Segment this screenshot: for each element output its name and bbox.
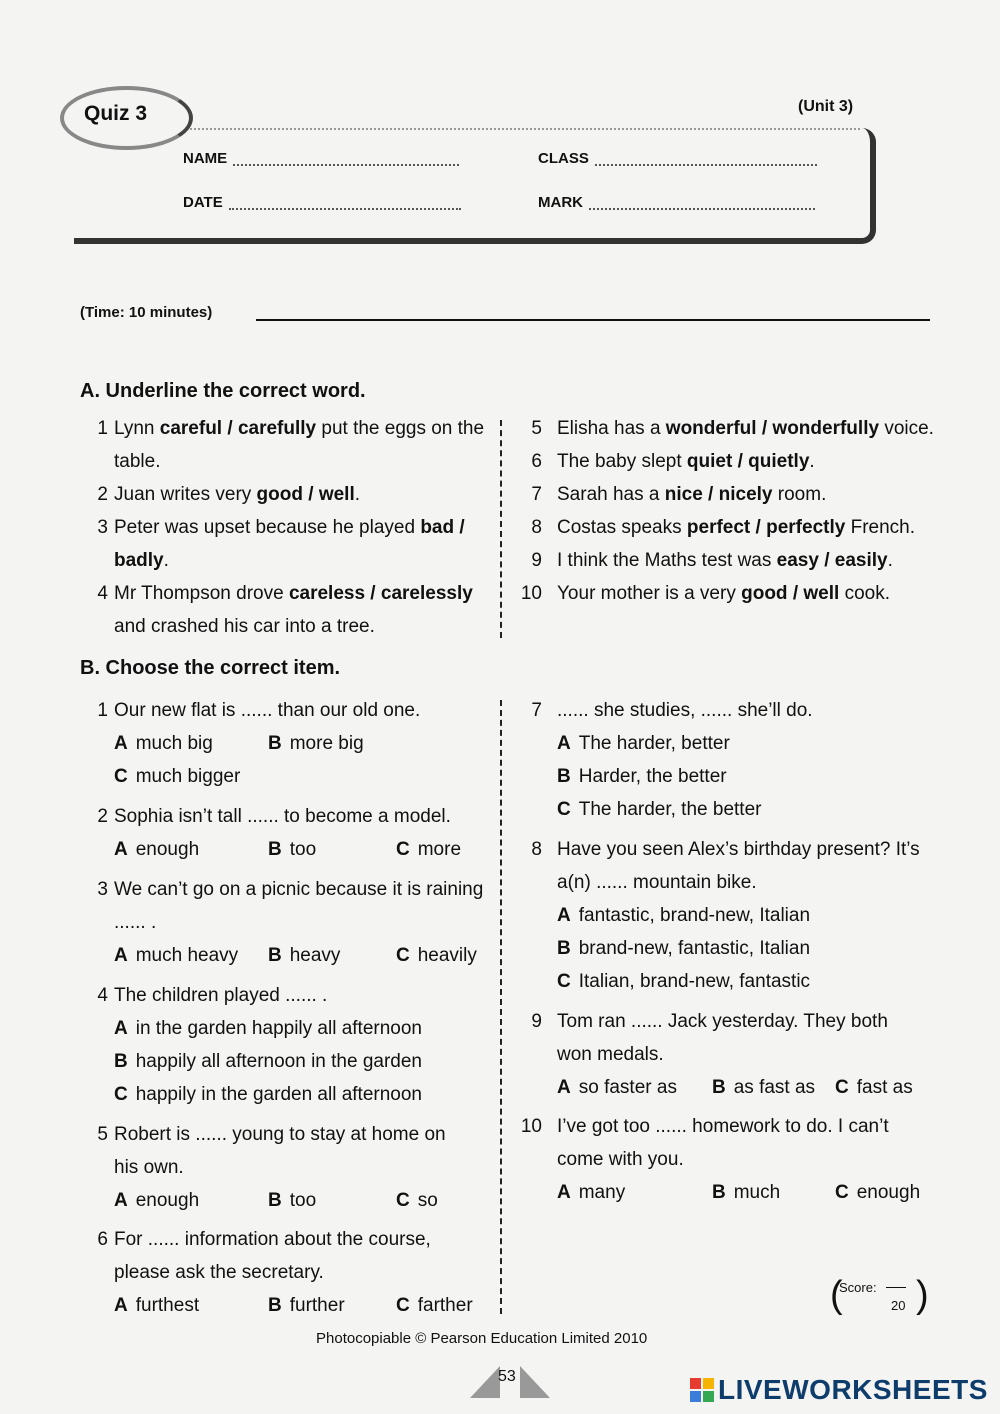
option-b3-c[interactable]: C heavily (396, 945, 477, 966)
option-b1-c[interactable]: C much bigger (114, 766, 241, 787)
option-b3-a[interactable]: A much heavy (114, 945, 239, 966)
option-word[interactable]: well (318, 484, 355, 505)
time-rule (256, 319, 930, 321)
option-b7-c[interactable]: C The harder, the better (557, 799, 762, 820)
option-b4-b[interactable]: B happily all afternoon in the garden (114, 1051, 422, 1072)
column-divider-b (500, 700, 502, 1314)
option-word[interactable]: perfect (686, 517, 751, 538)
score-box: ( Score: 20 ) (830, 1274, 929, 1316)
option-b10-a[interactable]: A many (557, 1182, 626, 1203)
option-word[interactable]: badly (114, 550, 164, 571)
option-b8-b[interactable]: B brand-new, fantastic, Italian (557, 938, 811, 959)
option-b9-c[interactable]: C fast as (835, 1077, 913, 1098)
option-word[interactable]: quiet (686, 451, 733, 472)
date-field[interactable] (183, 194, 461, 211)
liveworksheets-icon (690, 1378, 714, 1402)
option-word[interactable]: easily (834, 550, 888, 571)
option-word[interactable]: careless (288, 583, 366, 604)
header-box (74, 128, 876, 244)
class-field[interactable] (538, 150, 817, 167)
time-limit: (Time: 10 minutes) (80, 304, 213, 321)
option-b6-c[interactable]: C farther (396, 1295, 473, 1316)
option-b4-a[interactable]: A in the garden happily all afternoon (114, 1018, 422, 1039)
option-b5-a[interactable]: A enough (114, 1190, 200, 1211)
page-number-badge (470, 1356, 550, 1406)
option-b8-c[interactable]: C Italian, brand-new, fantastic (557, 971, 811, 992)
option-word[interactable]: wonderful (665, 418, 757, 439)
mark-label: MARK (538, 194, 583, 211)
option-b3-b[interactable]: B heavy (268, 945, 341, 966)
option-b2-b[interactable]: B too (268, 839, 317, 860)
score-label: Score: (839, 1280, 877, 1295)
option-word[interactable]: careful (159, 418, 223, 439)
class-label: CLASS (538, 150, 589, 167)
option-b8-a[interactable]: A fantastic, brand-new, Italian (557, 905, 811, 926)
option-b2-c[interactable]: C more (396, 839, 462, 860)
name-label: NAME (183, 150, 228, 167)
unit-label: (Unit 3) (798, 98, 854, 115)
option-word[interactable]: nice (664, 484, 703, 505)
option-b10-c[interactable]: C enough (835, 1182, 921, 1203)
option-b5-c[interactable]: C so (396, 1190, 438, 1211)
option-word[interactable]: good (256, 484, 303, 505)
option-b6-b[interactable]: B further (268, 1295, 345, 1316)
section-b-title: B. Choose the correct item. (80, 657, 341, 679)
copyright-footer: Photocopiable © Pearson Education Limited 2010 (316, 1330, 648, 1347)
column-divider-a (500, 420, 502, 638)
option-b7-a[interactable]: A The harder, better (557, 733, 730, 754)
name-field[interactable] (183, 150, 459, 167)
mark-field[interactable] (538, 194, 815, 211)
option-b6-a[interactable]: A furthest (114, 1295, 200, 1316)
score-total: 20 (891, 1298, 906, 1313)
option-word[interactable]: carefully (237, 418, 317, 439)
page-number: 53 (498, 1368, 516, 1385)
option-b9-a[interactable]: A so faster as (557, 1077, 677, 1098)
option-word[interactable]: nicely (718, 484, 773, 505)
option-word[interactable]: well (803, 583, 840, 604)
quiz-title: Quiz 3 (84, 102, 148, 125)
option-b9-b[interactable]: B as fast as (712, 1077, 816, 1098)
option-word[interactable]: good (741, 583, 788, 604)
option-b7-b[interactable]: B Harder, the better (557, 766, 727, 787)
liveworksheets-logo: LIVEWORKSHEETS (690, 1374, 988, 1406)
option-b4-c[interactable]: C happily in the garden all afternoon (114, 1084, 422, 1105)
option-word[interactable]: bad (420, 517, 455, 538)
option-word[interactable]: easy (776, 550, 819, 571)
option-word[interactable]: wonderfully (772, 418, 880, 439)
option-word[interactable]: carelessly (380, 583, 473, 604)
option-b5-b[interactable]: B too (268, 1190, 317, 1211)
option-b1-b[interactable]: B more big (268, 733, 364, 754)
option-word[interactable]: quietly (748, 451, 810, 472)
option-b10-b[interactable]: B much (712, 1182, 781, 1203)
date-label: DATE (183, 194, 223, 211)
section-a-title: A. Underline the correct word. (80, 380, 366, 402)
option-b2-a[interactable]: A enough (114, 839, 200, 860)
option-b1-a[interactable]: A much big (114, 733, 213, 754)
option-word[interactable]: perfectly (766, 517, 846, 538)
